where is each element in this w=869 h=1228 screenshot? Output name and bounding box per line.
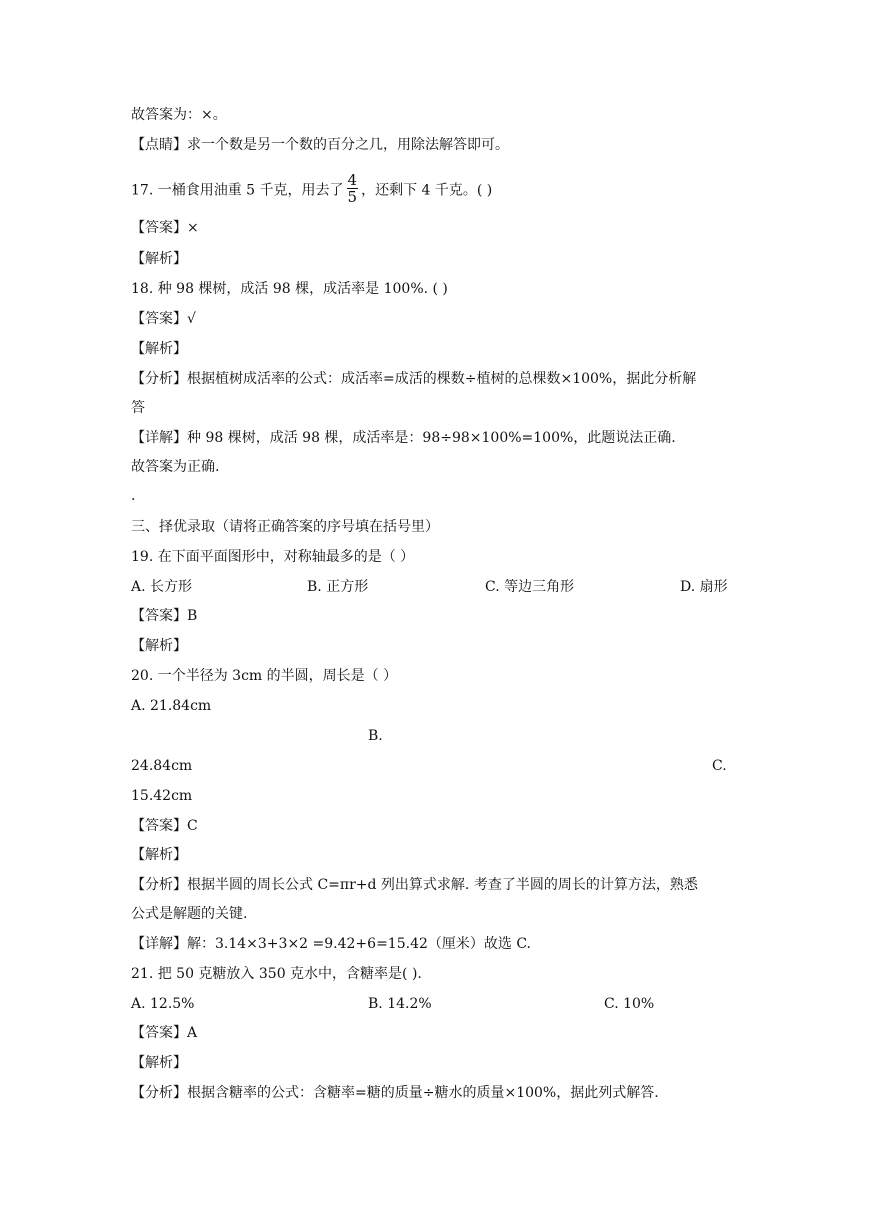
q20-option-b-value: 24.84cm [131, 758, 193, 774]
detail-18: 【详解】种 98 棵树，成活 98 棵，成活率是：98÷98×100%=100%，此题说法正确. [131, 430, 676, 446]
q20-option-c-value: 15.42cm [131, 788, 193, 804]
q20-option-b-label: B. [368, 728, 383, 744]
q21-option-a: A. 12.5% [131, 996, 195, 1012]
fenxi-20-line2: 公式是解题的关键. [131, 906, 248, 922]
analysis-21: 【解析】 [131, 1055, 187, 1071]
section-3-heading: 三、择优录取（请将正确答案的序号填在括号里） [131, 519, 439, 535]
question-17-text-after: ，还剩下 4 千克。( ) [361, 182, 493, 199]
fraction-denominator: 5 [347, 188, 358, 206]
analysis-18: 【解析】 [131, 341, 187, 357]
question-20: 20. 一个半径为 3cm 的半圆，周长是（ ） [131, 668, 398, 684]
answer-19: 【答案】B [131, 608, 198, 624]
conclusion-18: 故答案为正确. [131, 459, 220, 475]
fenxi-18-line1: 【分析】根据植树成活率的公式：成活率=成活的棵数÷植树的总棵数×100%，据此分析解 [131, 371, 697, 387]
dot-separator: . [131, 488, 136, 504]
answer-conclusion-16: 故答案为：×。 [131, 107, 227, 123]
analysis-17: 【解析】 [131, 251, 187, 267]
analysis-19: 【解析】 [131, 638, 187, 654]
fraction-four-fifths [347, 172, 359, 205]
q19-option-d: D. 扇形 [680, 579, 728, 595]
answer-20: 【答案】C [131, 818, 198, 834]
question-17 [131, 171, 493, 207]
question-19: 19. 在下面平面图形中，对称轴最多的是（ ） [131, 549, 415, 565]
q20-option-a: A. 21.84cm [131, 698, 212, 714]
fenxi-20-line1: 【分析】根据半圆的周长公式 C=πr+d 列出算式求解. 考查了半圆的周长的计算方法，熟悉 [131, 877, 698, 893]
fenxi-18-line2: 答 [131, 400, 145, 416]
answer-21: 【答案】A [131, 1025, 198, 1041]
question-21: 21. 把 50 克糖放入 350 克水中，含糖率是( ). [131, 966, 422, 982]
q21-option-c: C. 10% [604, 996, 655, 1012]
fraction-numerator: 4 [347, 171, 358, 189]
detail-20: 【详解】解：3.14×3+3×2 =9.42+6=15.42（厘米）故选 C. [131, 936, 531, 952]
q20-option-c-label: C. [712, 758, 727, 774]
analysis-20: 【解析】 [131, 847, 187, 863]
fenxi-21: 【分析】根据含糖率的公式：含糖率=糖的质量÷糖水的质量×100%，据此列式解答. [131, 1085, 659, 1101]
dianjing-16: 【点睛】求一个数是另一个数的百分之几，用除法解答即可。 [131, 137, 509, 153]
answer-17: 【答案】× [131, 220, 199, 236]
q19-option-b: B. 正方形 [307, 579, 369, 595]
q19-option-a: A. 长方形 [131, 579, 193, 595]
question-17-text-before: 17. 一桶食用油重 5 千克，用去了 [131, 182, 344, 199]
q21-option-b: B. 14.2% [368, 996, 432, 1012]
answer-18: 【答案】√ [131, 311, 196, 327]
q19-option-c: C. 等边三角形 [485, 579, 575, 595]
question-18: 18. 种 98 棵树，成活 98 棵，成活率是 100%. ( ) [131, 281, 448, 297]
